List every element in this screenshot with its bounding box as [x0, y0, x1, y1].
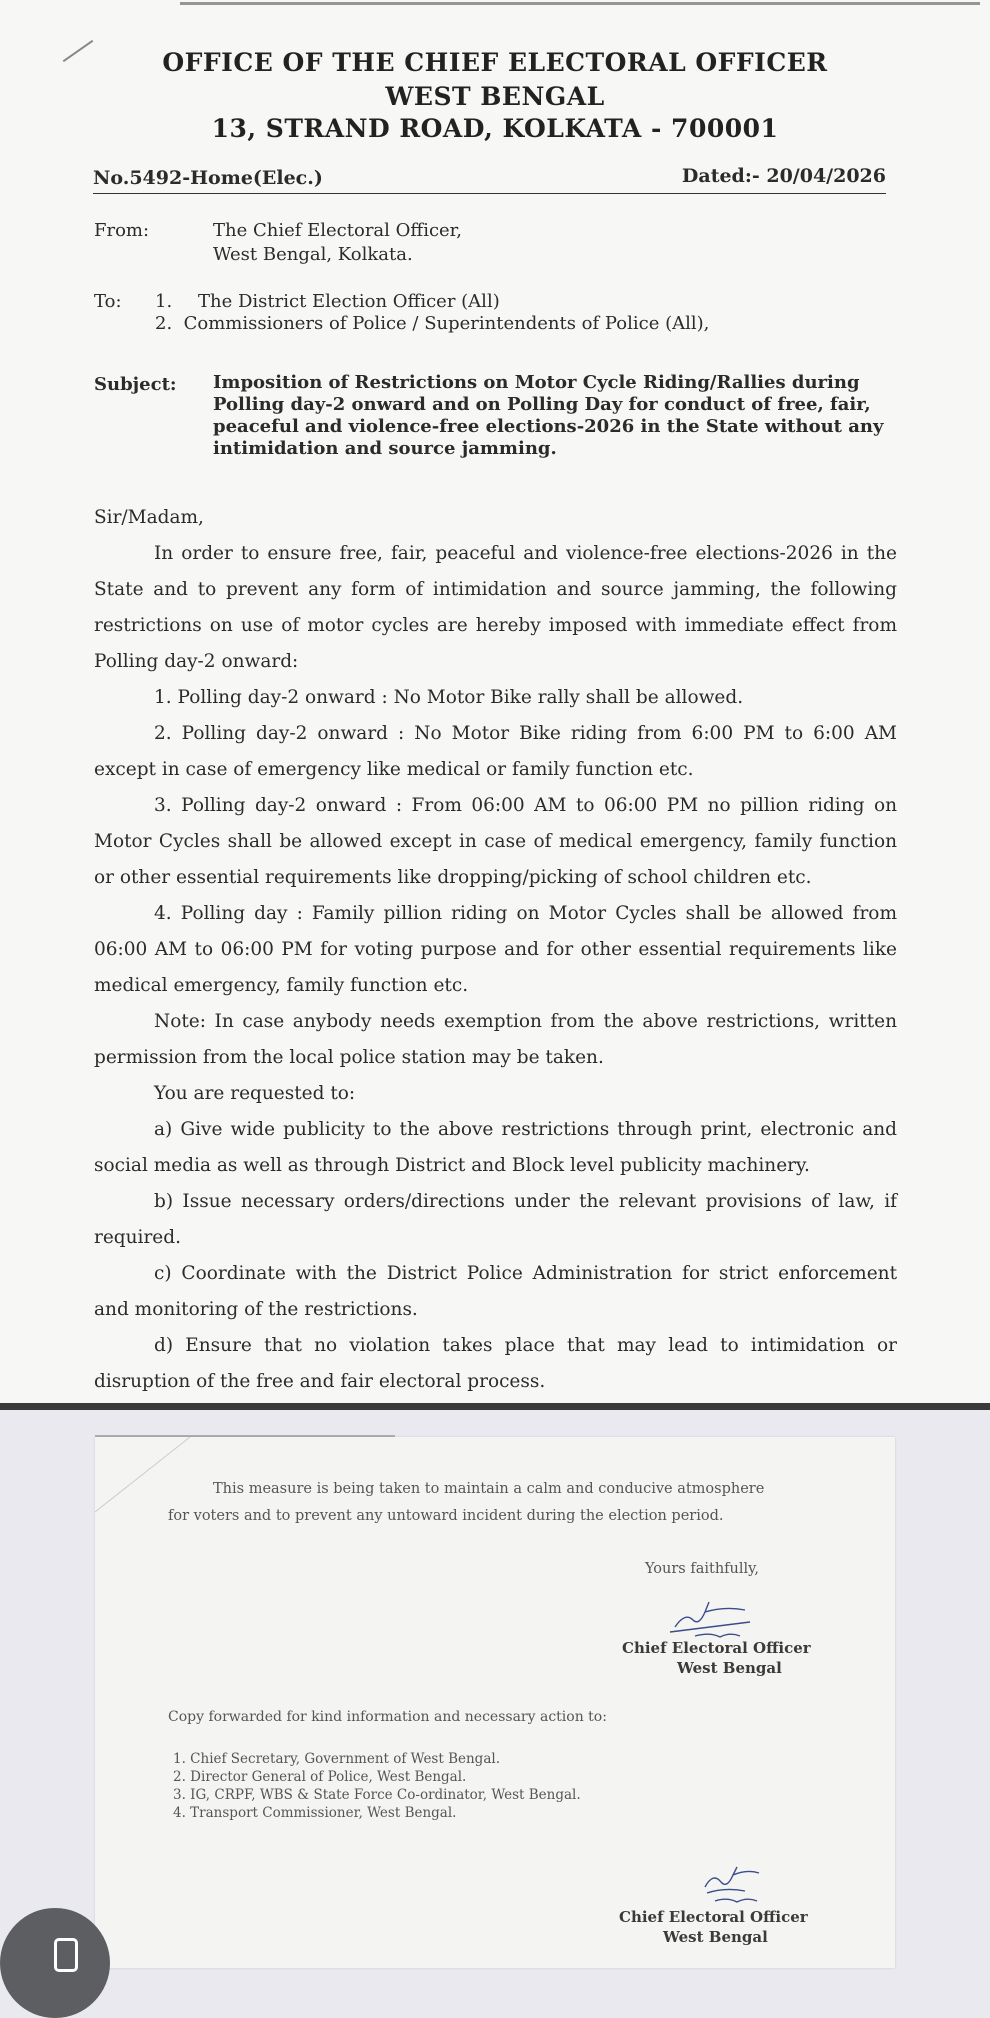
copy-forward-intro: Copy forwarded for kind information and necessary action to: [168, 1709, 607, 1725]
signatory-2-state: West Bengal [663, 1928, 768, 1946]
reference-date: Dated:- 20/04/2026 [681, 165, 886, 187]
signature-2 [695, 1857, 775, 1907]
signatory-state: West Bengal [677, 1659, 782, 1677]
letter-page-2 [95, 1437, 895, 1968]
signature-1 [665, 1592, 765, 1642]
reference-line [93, 165, 886, 194]
request-d: d) Ensure that no violation takes place that may lead to intimidation or disruption of the free and fair electoral process. [94, 1335, 897, 1392]
reference-number: No.5492-Home(Elec.) [93, 167, 323, 189]
copy-recipient: 1. Chief Secretary, Government of West Bengal. [173, 1751, 500, 1767]
to-item-1: The District Election Officer (All) [198, 291, 500, 312]
page-edge-line [180, 2, 980, 5]
to-label: To: [94, 291, 122, 312]
office-state: WEST BENGAL [385, 82, 605, 111]
note-paragraph: Note: In case anybody needs exemption from the above restrictions, written permission from the local police station may be taken. [94, 1011, 897, 1068]
restriction-2: 2. Polling day-2 onward : No Motor Bike riding from 6:00 PM to 6:00 AM except in case of emergency like medical or family function etc. [94, 723, 897, 780]
intro-paragraph: In order to ensure free, fair, peaceful and violence-free elections-2026 in the State and to prevent any form of intimidation and source jamming, the following restrictions on use of motor cycles are hereby imposed with immediate effect from Polling day-2 onward: [94, 543, 897, 672]
copy-recipient: 3. IG, CRPF, WBS & State Force Co-ordinator, West Bengal. [173, 1787, 581, 1803]
request-c: c) Coordinate with the District Police Administration for strict enforcement and monitoring of the restrictions. [94, 1263, 897, 1320]
signatory-2-title: Chief Electoral Officer [619, 1908, 808, 1926]
restriction-1: 1. Polling day-2 onward : No Motor Bike rally shall be allowed. [154, 687, 744, 708]
yours-faithfully: Yours faithfully, [645, 1561, 760, 1577]
restriction-4: 4. Polling day : Family pillion riding on Motor Cycles shall be allowed from 06:00 AM to 06:00 PM for voting purpose and for other essential requirements like medical emergency, family function etc. [94, 903, 897, 996]
page-fold-mark [95, 1437, 215, 1517]
letter-body [94, 500, 897, 1400]
copy-recipient: 2. Director General of Police, West Bengal. [173, 1769, 467, 1785]
from-line-1: The Chief Electoral Officer, [213, 220, 463, 241]
phone-icon [54, 1938, 78, 1972]
subject-text: Imposition of Restrictions on Motor Cycle Riding/Rallies during Polling day-2 onward and on Polling Day for conduct of free, fair, peaceful and violence-free elections-2026 in the State without any intimidation and source jamming. [213, 372, 884, 459]
office-address: 13, STRAND ROAD, KOLKATA - 700001 [211, 114, 779, 143]
request-a: a) Give wide publicity to the above restrictions through print, electronic and social media as well as through District and Block level publicity machinery. [94, 1119, 897, 1176]
signatory-title: Chief Electoral Officer [622, 1639, 811, 1657]
request-b: b) Issue necessary orders/directions under the relevant provisions of law, if required. [94, 1191, 897, 1248]
from-label: From: [94, 220, 150, 241]
to-item-1-number: 1. [155, 291, 173, 312]
restriction-3: 3. Polling day-2 onward : From 06:00 AM to 06:00 PM no pillion riding on Motor Cycles shall be allowed except in case of medical emergency, family function or other essential requirements like dropping/picking of school children etc. [94, 795, 897, 888]
salutation: Sir/Madam, [94, 507, 204, 528]
subject-label: Subject: [94, 374, 177, 395]
office-title: OFFICE OF THE CHIEF ELECTORAL OFFICER [162, 48, 828, 77]
measure-line-2: for voters and to prevent any untoward incident during the election period. [168, 1508, 724, 1524]
from-line-2: West Bengal, Kolkata. [213, 244, 413, 265]
measure-line-1: This measure is being taken to maintain a calm and conducive atmosphere [213, 1481, 765, 1497]
copy-recipient: 4. Transport Commissioner, West Bengal. [173, 1805, 457, 1821]
to-item-2: 2. Commissioners of Police / Superintendents of Police (All), [155, 313, 710, 334]
requested-line: You are requested to: [154, 1083, 356, 1104]
